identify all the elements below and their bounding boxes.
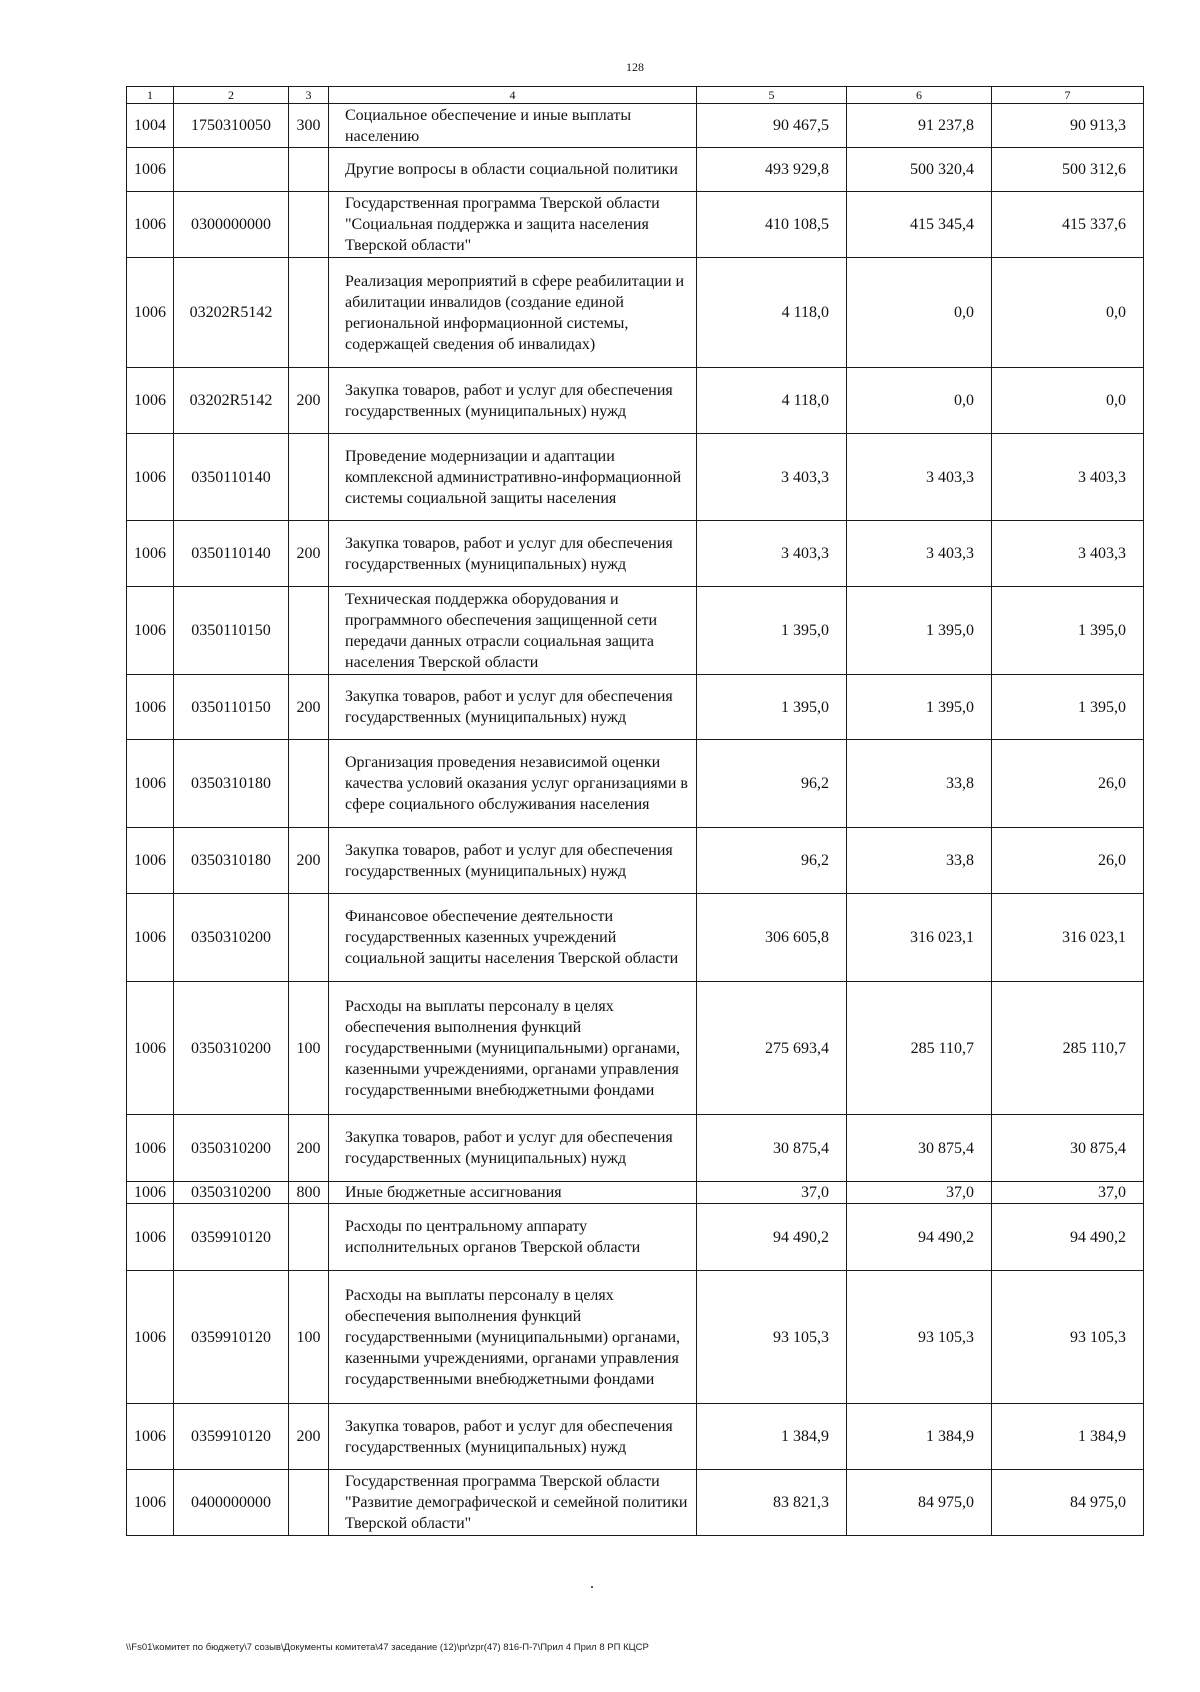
- amount-col7-cell: 30 875,4: [992, 1115, 1144, 1182]
- target-code-cell: 0300000000: [174, 192, 289, 258]
- item-name-cell: Проведение модернизации и адаптации комплексной административно-информационной системы социальной защиты населения: [329, 434, 697, 521]
- item-name-cell: Иные бюджетные ассигнования: [329, 1182, 697, 1204]
- column-header: 7: [992, 87, 1144, 104]
- column-header: 5: [697, 87, 847, 104]
- amount-col6-cell: 37,0: [847, 1182, 992, 1204]
- target-code-cell: 0350310200: [174, 1115, 289, 1182]
- scan-artifact-dot: [591, 1586, 593, 1588]
- amount-col6-cell: 3 403,3: [847, 521, 992, 587]
- amount-col6-cell: 285 110,7: [847, 982, 992, 1115]
- amount-col5-cell: 96,2: [697, 828, 847, 894]
- table-row: [127, 587, 1144, 675]
- amount-col7-cell: 316 023,1: [992, 894, 1144, 982]
- amount-col7-cell: 415 337,6: [992, 192, 1144, 258]
- amount-col7-cell: 26,0: [992, 740, 1144, 828]
- amount-col5-cell: 30 875,4: [697, 1115, 847, 1182]
- table-row: [127, 1115, 1144, 1182]
- table-body: [127, 104, 1144, 1536]
- expense-type-cell: [289, 434, 329, 521]
- amount-col5-cell: 306 605,8: [697, 894, 847, 982]
- column-header: 1: [127, 87, 174, 104]
- item-name-cell: Расходы по центральному аппарату исполнительных органов Тверской области: [329, 1204, 697, 1271]
- section-code-cell: 1006: [127, 982, 174, 1115]
- column-header: 3: [289, 87, 329, 104]
- section-code-cell: 1006: [127, 258, 174, 368]
- section-code-cell: 1006: [127, 894, 174, 982]
- amount-col6-cell: 30 875,4: [847, 1115, 992, 1182]
- amount-col6-cell: 33,8: [847, 740, 992, 828]
- item-name-cell: Закупка товаров, работ и услуг для обеспечения государственных (муниципальных) нужд: [329, 521, 697, 587]
- target-code-cell: 1750310050: [174, 104, 289, 148]
- amount-col7-cell: 94 490,2: [992, 1204, 1144, 1271]
- amount-col5-cell: 37,0: [697, 1182, 847, 1204]
- amount-col7-cell: 93 105,3: [992, 1271, 1144, 1404]
- target-code-cell: 0359910120: [174, 1204, 289, 1271]
- amount-col5-cell: 1 395,0: [697, 587, 847, 675]
- amount-col5-cell: 94 490,2: [697, 1204, 847, 1271]
- amount-col7-cell: 3 403,3: [992, 434, 1144, 521]
- table-row: [127, 521, 1144, 587]
- target-code-cell: 0359910120: [174, 1404, 289, 1470]
- amount-col6-cell: 1 395,0: [847, 675, 992, 740]
- target-code-cell: 0350310200: [174, 982, 289, 1115]
- target-code-cell: 0350310200: [174, 894, 289, 982]
- amount-col5-cell: 93 105,3: [697, 1271, 847, 1404]
- target-code-cell: 0350110150: [174, 587, 289, 675]
- amount-col5-cell: 90 467,5: [697, 104, 847, 148]
- section-code-cell: 1006: [127, 1470, 174, 1536]
- target-code-cell: 03202R5142: [174, 368, 289, 434]
- expense-type-cell: 200: [289, 828, 329, 894]
- table-row: [127, 1271, 1144, 1404]
- section-code-cell: 1006: [127, 587, 174, 675]
- expense-type-cell: 200: [289, 1404, 329, 1470]
- amount-col5-cell: 3 403,3: [697, 434, 847, 521]
- amount-col5-cell: 1 384,9: [697, 1404, 847, 1470]
- amount-col6-cell: 3 403,3: [847, 434, 992, 521]
- amount-col7-cell: 1 384,9: [992, 1404, 1144, 1470]
- amount-col7-cell: 3 403,3: [992, 521, 1144, 587]
- amount-col5-cell: 1 395,0: [697, 675, 847, 740]
- section-code-cell: 1006: [127, 1115, 174, 1182]
- expense-type-cell: 200: [289, 521, 329, 587]
- section-code-cell: 1006: [127, 1182, 174, 1204]
- item-name-cell: Государственная программа Тверской области "Развитие демографической и семейной политики Тверской области": [329, 1470, 697, 1536]
- table-row: [127, 104, 1144, 148]
- table-row: [127, 675, 1144, 740]
- expense-type-cell: 200: [289, 675, 329, 740]
- amount-col5-cell: 3 403,3: [697, 521, 847, 587]
- section-code-cell: 1006: [127, 192, 174, 258]
- section-code-cell: 1006: [127, 828, 174, 894]
- amount-col5-cell: 275 693,4: [697, 982, 847, 1115]
- amount-col5-cell: 410 108,5: [697, 192, 847, 258]
- section-code-cell: 1006: [127, 148, 174, 192]
- amount-col7-cell: 1 395,0: [992, 675, 1144, 740]
- amount-col6-cell: 91 237,8: [847, 104, 992, 148]
- amount-col7-cell: 26,0: [992, 828, 1144, 894]
- expense-type-cell: 100: [289, 982, 329, 1115]
- amount-col7-cell: 0,0: [992, 258, 1144, 368]
- section-code-cell: 1006: [127, 434, 174, 521]
- budget-table: [126, 86, 1144, 1536]
- section-code-cell: 1006: [127, 1271, 174, 1404]
- expense-type-cell: 200: [289, 368, 329, 434]
- amount-col6-cell: 415 345,4: [847, 192, 992, 258]
- amount-col5-cell: 83 821,3: [697, 1470, 847, 1536]
- expense-type-cell: [289, 192, 329, 258]
- target-code-cell: 0350310200: [174, 1182, 289, 1204]
- target-code-cell: 0350310180: [174, 828, 289, 894]
- item-name-cell: Техническая поддержка оборудования и программного обеспечения защищенной сети передачи данных отрасли социальная защита населения Тверской области: [329, 587, 697, 675]
- footer-file-path: \\Fs01\комитет по бюджету\7 созыв\Документы комитета\47 заседание (12)\pr\zpr(47) 816-П-7\Прил 4 Прил 8 РП КЦСР: [126, 1642, 649, 1653]
- table-row: [127, 434, 1144, 521]
- target-code-cell: 0350310180: [174, 740, 289, 828]
- target-code-cell: 0350110140: [174, 521, 289, 587]
- target-code-cell: 03202R5142: [174, 258, 289, 368]
- amount-col7-cell: 500 312,6: [992, 148, 1144, 192]
- expense-type-cell: 800: [289, 1182, 329, 1204]
- item-name-cell: Другие вопросы в области социальной политики: [329, 148, 697, 192]
- item-name-cell: Закупка товаров, работ и услуг для обеспечения государственных (муниципальных) нужд: [329, 1115, 697, 1182]
- amount-col5-cell: 4 118,0: [697, 258, 847, 368]
- table-row: [127, 1204, 1144, 1271]
- table-row: [127, 894, 1144, 982]
- table-row: [127, 982, 1144, 1115]
- table-header-row: [127, 87, 1144, 104]
- table-row: [127, 148, 1144, 192]
- table-row: [127, 740, 1144, 828]
- amount-col6-cell: 500 320,4: [847, 148, 992, 192]
- target-code-cell: 0400000000: [174, 1470, 289, 1536]
- table-row: [127, 1470, 1144, 1536]
- amount-col6-cell: 93 105,3: [847, 1271, 992, 1404]
- item-name-cell: Закупка товаров, работ и услуг для обеспечения государственных (муниципальных) нужд: [329, 1404, 697, 1470]
- amount-col5-cell: 96,2: [697, 740, 847, 828]
- target-code-cell: [174, 148, 289, 192]
- target-code-cell: 0350110150: [174, 675, 289, 740]
- section-code-cell: 1004: [127, 104, 174, 148]
- item-name-cell: Закупка товаров, работ и услуг для обеспечения государственных (муниципальных) нужд: [329, 675, 697, 740]
- amount-col7-cell: 90 913,3: [992, 104, 1144, 148]
- table-row: [127, 368, 1144, 434]
- column-header: 2: [174, 87, 289, 104]
- amount-col5-cell: 4 118,0: [697, 368, 847, 434]
- item-name-cell: Закупка товаров, работ и услуг для обеспечения государственных (муниципальных) нужд: [329, 828, 697, 894]
- table-row: [127, 828, 1144, 894]
- target-code-cell: 0350110140: [174, 434, 289, 521]
- item-name-cell: Расходы на выплаты персоналу в целях обеспечения выполнения функций государственными (муниципальными) органами, казенными учреждениями, органами управления государственными внебюджетными фондами: [329, 1271, 697, 1404]
- expense-type-cell: 200: [289, 1115, 329, 1182]
- amount-col7-cell: 37,0: [992, 1182, 1144, 1204]
- expense-type-cell: [289, 894, 329, 982]
- table-row: [127, 1404, 1144, 1470]
- item-name-cell: Расходы на выплаты персоналу в целях обеспечения выполнения функций государственными (муниципальными) органами, казенными учреждениями, органами управления государственными внебюджетными фондами: [329, 982, 697, 1115]
- expense-type-cell: [289, 1204, 329, 1271]
- column-header: 4: [329, 87, 697, 104]
- section-code-cell: 1006: [127, 1204, 174, 1271]
- item-name-cell: Финансовое обеспечение деятельности государственных казенных учреждений социальной защиты населения Тверской области: [329, 894, 697, 982]
- expense-type-cell: [289, 258, 329, 368]
- expense-type-cell: [289, 148, 329, 192]
- amount-col7-cell: 0,0: [992, 368, 1144, 434]
- page-number: 128: [626, 60, 644, 74]
- item-name-cell: Закупка товаров, работ и услуг для обеспечения государственных (муниципальных) нужд: [329, 368, 697, 434]
- amount-col6-cell: 1 384,9: [847, 1404, 992, 1470]
- amount-col7-cell: 1 395,0: [992, 587, 1144, 675]
- section-code-cell: 1006: [127, 1404, 174, 1470]
- amount-col6-cell: 33,8: [847, 828, 992, 894]
- amount-col7-cell: 84 975,0: [992, 1470, 1144, 1536]
- amount-col6-cell: 316 023,1: [847, 894, 992, 982]
- amount-col6-cell: 94 490,2: [847, 1204, 992, 1271]
- table-row: [127, 1182, 1144, 1204]
- column-header: 6: [847, 87, 992, 104]
- section-code-cell: 1006: [127, 675, 174, 740]
- item-name-cell: Социальное обеспечение и иные выплаты населению: [329, 104, 697, 148]
- expense-type-cell: [289, 1470, 329, 1536]
- amount-col6-cell: 0,0: [847, 368, 992, 434]
- amount-col5-cell: 493 929,8: [697, 148, 847, 192]
- item-name-cell: Государственная программа Тверской области "Социальная поддержка и защита населения Тверской области": [329, 192, 697, 258]
- amount-col6-cell: 0,0: [847, 258, 992, 368]
- section-code-cell: 1006: [127, 368, 174, 434]
- section-code-cell: 1006: [127, 740, 174, 828]
- table-row: [127, 192, 1144, 258]
- amount-col6-cell: 84 975,0: [847, 1470, 992, 1536]
- expense-type-cell: [289, 587, 329, 675]
- item-name-cell: Реализация мероприятий в сфере реабилитации и абилитации инвалидов (создание единой региональной информационной системы, содержащей сведения об инвалидах): [329, 258, 697, 368]
- expense-type-cell: 300: [289, 104, 329, 148]
- item-name-cell: Организация проведения независимой оценки качества условий оказания услуг организациями в сфере социального обслуживания населения: [329, 740, 697, 828]
- table-row: [127, 258, 1144, 368]
- amount-col7-cell: 285 110,7: [992, 982, 1144, 1115]
- amount-col6-cell: 1 395,0: [847, 587, 992, 675]
- section-code-cell: 1006: [127, 521, 174, 587]
- expense-type-cell: 100: [289, 1271, 329, 1404]
- expense-type-cell: [289, 740, 329, 828]
- target-code-cell: 0359910120: [174, 1271, 289, 1404]
